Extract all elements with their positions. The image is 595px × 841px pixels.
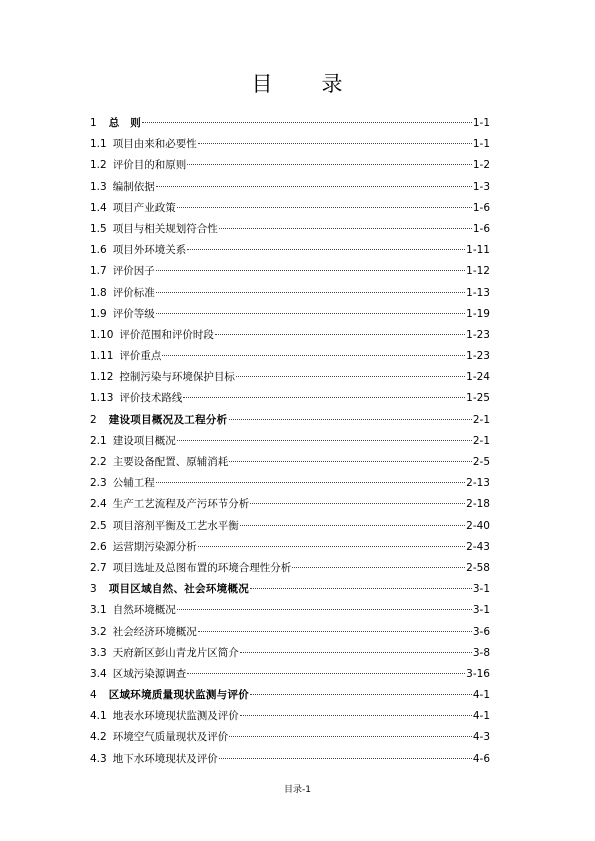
dot-leader <box>240 525 465 526</box>
toc-entry-number: 2.6 <box>90 540 107 553</box>
toc-chapter-entry[interactable] <box>90 410 490 431</box>
toc-entry-number: 3 <box>90 583 97 596</box>
dot-leader <box>198 546 465 547</box>
toc-entry-title: 主要设备配置、原辅消耗 <box>112 456 229 468</box>
toc-entry[interactable] <box>90 325 490 346</box>
toc-entry[interactable] <box>90 727 490 748</box>
toc-entry-page: 1-23 <box>466 328 490 341</box>
toc-entry-number: 1.6 <box>90 244 107 257</box>
toc-entry-number: 1.13 <box>90 392 114 405</box>
toc-entry[interactable] <box>90 558 490 579</box>
toc-entry-number: 1.12 <box>90 371 114 384</box>
dot-leader <box>156 270 465 271</box>
dot-leader <box>229 419 472 420</box>
toc-entry-title: 环境空气质量现状及评价 <box>112 731 229 744</box>
toc-entry-number: 1.1 <box>90 138 107 151</box>
toc-entry[interactable] <box>90 177 490 198</box>
toc-entry-number: 1 <box>90 117 97 129</box>
dot-leader <box>156 482 465 483</box>
dot-leader <box>219 228 472 229</box>
toc-entry-title: 建设项目概况 <box>112 434 176 447</box>
dot-leader <box>142 122 472 123</box>
toc-entry-page: 4-3 <box>472 731 490 744</box>
title-part-1: 目 <box>251 72 274 96</box>
toc-entry-title: 自然环境概况 <box>112 604 176 617</box>
dot-leader <box>198 631 472 632</box>
toc-entry-page: 1-12 <box>466 265 490 278</box>
toc-entry-title: 评价范围和评价时段 <box>119 328 214 341</box>
toc-entry-number: 2.1 <box>90 434 107 447</box>
toc-entry-title: 运营期污染源分析 <box>112 540 197 553</box>
toc-entry-number: 2.4 <box>90 498 107 511</box>
toc-entry-number: 1.4 <box>90 201 107 214</box>
toc-entry[interactable] <box>90 283 490 304</box>
toc-entry[interactable] <box>90 261 490 282</box>
table-of-contents <box>90 113 490 770</box>
toc-entry-number: 1.2 <box>90 159 107 172</box>
toc-entry-title: 区域污染源调查 <box>112 667 187 680</box>
toc-entry-number: 2 <box>90 413 97 426</box>
dot-leader <box>156 313 465 314</box>
toc-entry-page: 2-40 <box>466 519 490 532</box>
dot-leader <box>229 461 472 462</box>
toc-entry-title: 评价标准 <box>112 286 155 299</box>
toc-entry[interactable] <box>90 706 490 727</box>
dot-leader <box>219 758 472 759</box>
toc-entry[interactable] <box>90 664 490 685</box>
dot-leader <box>156 186 472 187</box>
toc-entry[interactable] <box>90 134 490 155</box>
toc-entry-title: 项目与相关规划符合性 <box>112 222 218 235</box>
toc-entry-title: 区域环境质量现状监测与评价 <box>108 689 250 702</box>
toc-entry-title: 地下水环境现状及评价 <box>112 752 218 765</box>
toc-entry-number: 4.2 <box>90 731 107 744</box>
toc-entry-number: 3.1 <box>90 604 107 617</box>
dot-leader <box>162 355 465 356</box>
dot-leader <box>156 292 465 293</box>
toc-entry-page: 1-24 <box>466 371 490 384</box>
toc-entry[interactable] <box>90 600 490 621</box>
page-footer: 目录-1 <box>284 785 311 795</box>
page-title <box>0 68 595 98</box>
toc-entry-page: 3-1 <box>472 583 490 596</box>
toc-entry-title: 控制污染与环境保护目标 <box>119 371 235 384</box>
toc-entry-title: 评价等级 <box>112 307 155 320</box>
toc-entry-page: 1-3 <box>472 180 490 193</box>
toc-entry[interactable] <box>90 304 490 325</box>
toc-entry-number: 1.7 <box>90 265 107 278</box>
toc-entry-page: 1-25 <box>466 392 490 405</box>
toc-entry-number: 4.3 <box>90 752 107 765</box>
toc-entry[interactable] <box>90 155 490 176</box>
dot-leader <box>187 249 465 250</box>
toc-entry-number: 2.3 <box>90 477 107 490</box>
toc-entry-number: 2.7 <box>90 561 107 574</box>
toc-entry-page: 1-6 <box>472 222 490 235</box>
toc-entry-page: 4-1 <box>472 710 490 723</box>
toc-entry-title: 社会经济环境概况 <box>112 625 197 638</box>
toc-entry-title: 天府新区彭山青龙片区简介 <box>112 646 239 659</box>
dot-leader <box>240 715 472 716</box>
dot-leader <box>177 440 472 441</box>
toc-entry-number: 2.2 <box>90 456 107 468</box>
toc-entry-number: 4.1 <box>90 710 107 723</box>
toc-entry-title: 项目产业政策 <box>112 201 176 214</box>
toc-entry-page: 1-1 <box>472 117 490 129</box>
toc-entry-number: 1.10 <box>90 328 114 341</box>
toc-chapter-entry[interactable] <box>90 579 490 600</box>
toc-entry-page: 1-13 <box>466 286 490 299</box>
dot-leader <box>187 164 472 165</box>
toc-entry[interactable] <box>90 537 490 558</box>
toc-entry[interactable] <box>90 622 490 643</box>
toc-entry[interactable] <box>90 219 490 240</box>
toc-entry-title: 评价因子 <box>112 265 155 278</box>
toc-entry[interactable] <box>90 388 490 409</box>
toc-entry[interactable] <box>90 516 490 537</box>
toc-entry-page: 4-1 <box>472 689 490 702</box>
toc-entry[interactable] <box>90 367 490 388</box>
toc-entry-title: 项目外环境关系 <box>112 244 187 257</box>
toc-entry-page: 1-11 <box>466 244 490 257</box>
toc-chapter-entry[interactable] <box>90 685 490 706</box>
toc-entry[interactable] <box>90 749 490 770</box>
toc-entry[interactable] <box>90 494 490 515</box>
dot-leader <box>177 609 472 610</box>
dot-leader <box>187 673 465 674</box>
toc-entry-title: 项目溶剂平衡及工艺水平衡 <box>112 519 239 532</box>
dot-leader <box>215 334 465 335</box>
toc-entry-title: 项目由来和必要性 <box>112 138 197 151</box>
toc-entry-page: 3-1 <box>472 604 490 617</box>
toc-entry-page: 2-18 <box>466 498 490 511</box>
toc-entry-title: 公辅工程 <box>112 477 155 490</box>
toc-entry-page: 1-23 <box>466 350 490 363</box>
toc-entry-number: 3.2 <box>90 625 107 638</box>
toc-entry-title: 地表水环境现状监测及评价 <box>112 710 239 723</box>
toc-chapter-entry[interactable] <box>90 113 490 134</box>
dot-leader <box>198 143 472 144</box>
dot-leader <box>183 397 465 398</box>
toc-entry-title: 编制依据 <box>112 180 155 193</box>
dot-leader <box>250 588 472 589</box>
toc-entry-number: 3.3 <box>90 646 107 659</box>
toc-entry[interactable] <box>90 473 490 494</box>
dot-leader <box>236 376 465 377</box>
toc-entry-title: 项目区域自然、社会环境概况 <box>108 583 250 596</box>
toc-entry-page: 2-1 <box>472 434 490 447</box>
toc-entry-number: 3.4 <box>90 667 107 680</box>
title-part-2: 录 <box>321 72 344 96</box>
dot-leader <box>250 694 472 695</box>
toc-entry[interactable] <box>90 643 490 664</box>
toc-entry-page: 1-2 <box>472 159 490 172</box>
toc-entry[interactable] <box>90 346 490 367</box>
toc-entry-page: 1-19 <box>466 307 490 320</box>
toc-entry-page: 3-8 <box>472 646 490 659</box>
dot-leader <box>250 503 465 504</box>
toc-entry-number: 4 <box>90 689 97 702</box>
toc-entry[interactable] <box>90 431 490 452</box>
toc-entry-number: 2.5 <box>90 519 107 532</box>
toc-entry-page: 2-5 <box>472 456 490 468</box>
toc-entry-title: 评价目的和原则 <box>112 159 187 172</box>
toc-entry-page: 2-1 <box>472 413 490 426</box>
toc-entry-title: 评价技术路线 <box>119 392 183 405</box>
toc-entry-title: 生产工艺流程及产污环节分析 <box>112 498 250 511</box>
toc-entry-number: 1.8 <box>90 286 107 299</box>
toc-entry[interactable] <box>90 240 490 261</box>
toc-entry-title: 总 则 <box>108 117 142 129</box>
dot-leader <box>292 567 465 568</box>
toc-entry-number: 1.5 <box>90 222 107 235</box>
toc-entry-page: 4-6 <box>472 752 490 765</box>
toc-entry-page: 3-16 <box>466 667 490 680</box>
toc-entry-title: 建设项目概况及工程分析 <box>108 413 228 426</box>
toc-entry[interactable] <box>90 452 490 473</box>
dot-leader <box>229 736 472 737</box>
toc-entry-title: 评价重点 <box>119 350 162 363</box>
toc-entry[interactable] <box>90 198 490 219</box>
dot-leader <box>177 207 472 208</box>
toc-entry-page: 1-6 <box>472 201 490 214</box>
toc-entry-title: 项目选址及总图布置的环境合理性分析 <box>112 561 292 574</box>
toc-entry-number: 1.9 <box>90 307 107 320</box>
toc-entry-number: 1.3 <box>90 180 107 193</box>
dot-leader <box>240 652 472 653</box>
toc-entry-page: 2-13 <box>466 477 490 490</box>
toc-entry-page: 3-6 <box>472 625 490 638</box>
toc-entry-page: 2-58 <box>466 561 490 574</box>
toc-entry-number: 1.11 <box>90 350 114 363</box>
toc-entry-page: 2-43 <box>466 540 490 553</box>
toc-entry-page: 1-1 <box>472 138 490 151</box>
